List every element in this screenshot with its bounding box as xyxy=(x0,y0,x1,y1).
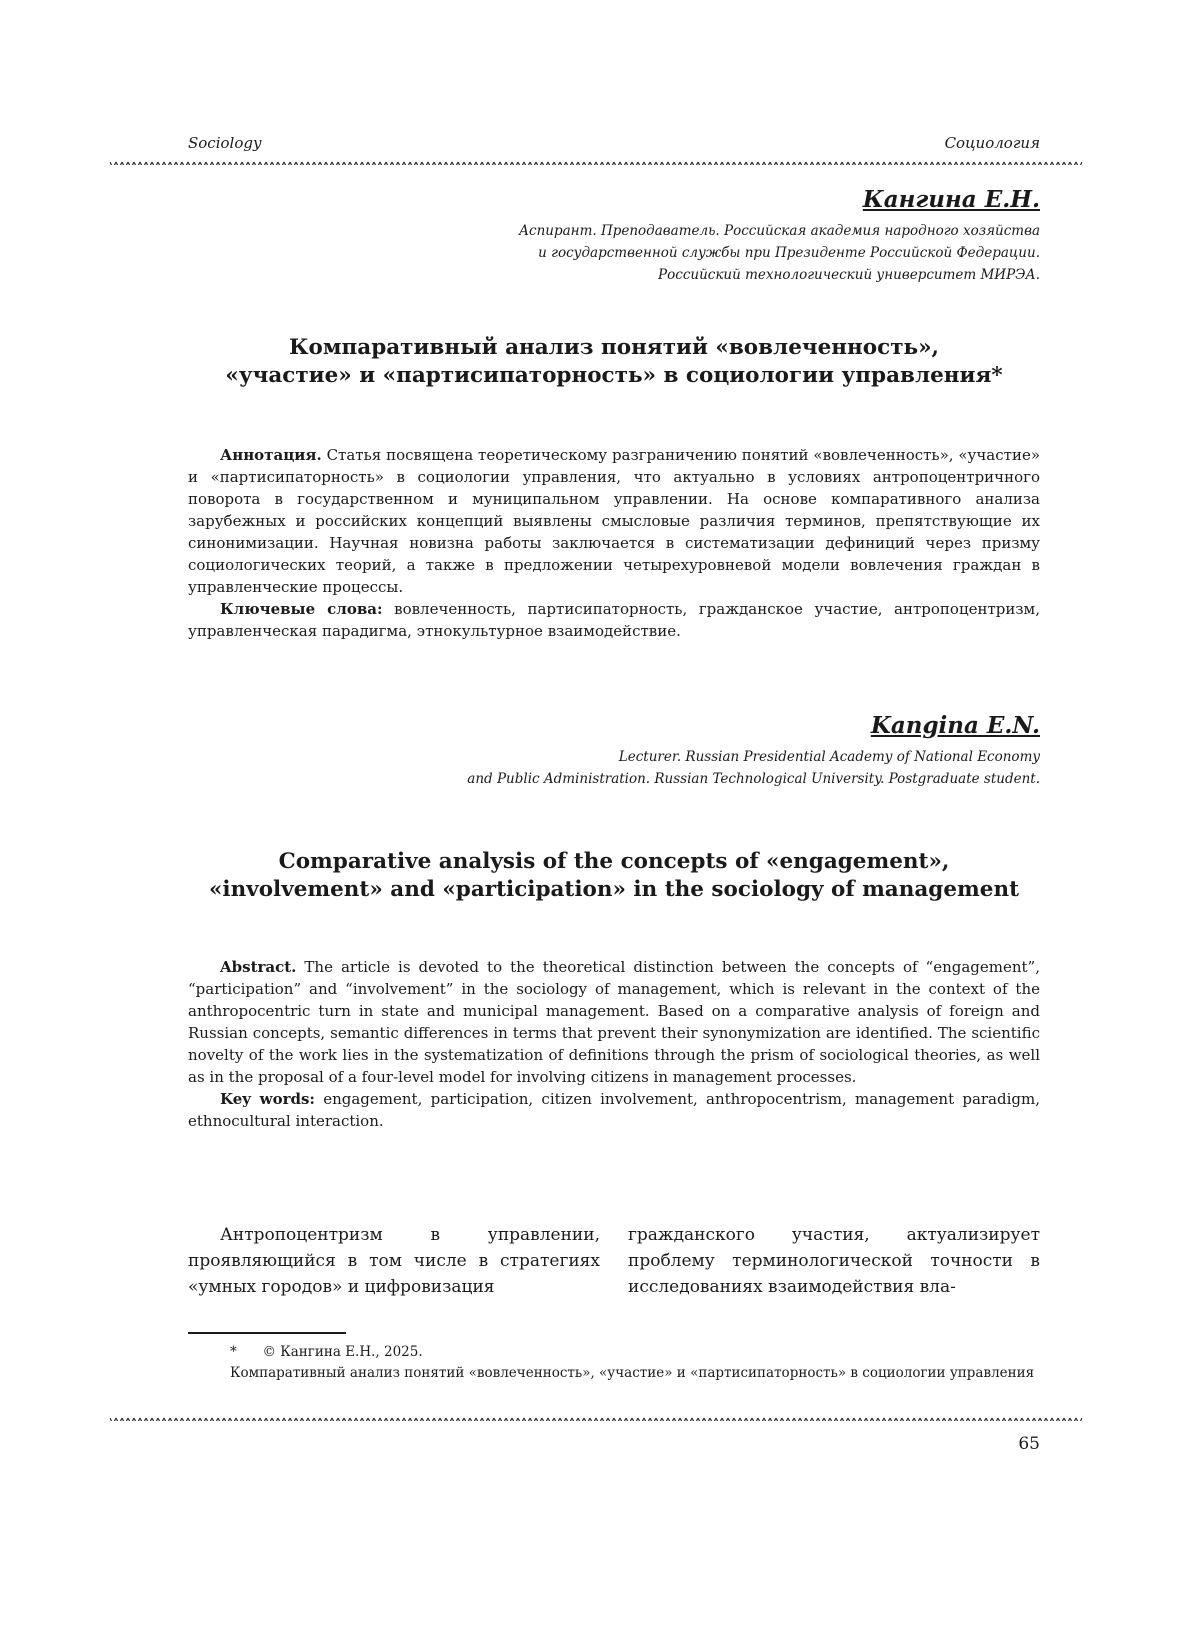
keywords-label: Ключевые слова: xyxy=(220,600,383,618)
running-header-right: Социология xyxy=(944,134,1040,152)
keywords-label: Key words: xyxy=(220,1090,315,1108)
affiliation-line: Lecturer. Russian Presidential Academy of National Economy xyxy=(618,749,1040,765)
keywords-text: engagement, participation, citizen involvement, anthropocentrism, management paradigm, ethnocultural interaction. xyxy=(188,1090,1040,1130)
body-column-right xyxy=(628,1222,1040,1300)
page-number: 65 xyxy=(1018,1434,1040,1454)
title-line: Comparative analysis of the concepts of «engagement», xyxy=(278,849,950,874)
title-en xyxy=(188,848,1040,904)
body-column-left xyxy=(188,1222,600,1300)
affiliation-line: и государственной службы при Президенте Российской Федерации. xyxy=(538,245,1040,261)
title-line: Компаративный анализ понятий «вовлеченность», xyxy=(288,335,940,360)
abstract-ru xyxy=(188,444,1040,642)
abstract-text: The article is devoted to the theoretical distinction between the concepts of “engagement”, “participation” and “involvement” in the sociology of management, which is relevant in the context of the anthropocentric turn in state and municipal management. Based on a comparative analysis of foreign and Russian concepts, semantic differences in terms that prevent their synonymization are identified. The scientific novelty of the work lies in the systematization of definitions through the prism of sociological theories, as well as in the proposal of a four-level model for involving citizens in management processes. xyxy=(188,958,1040,1086)
footnote-copyright: * © Кангина Е.Н., 2025. xyxy=(230,1344,423,1360)
abstract-label: Abstract. xyxy=(220,958,297,976)
body-paragraph: гражданского участия, актуализирует проблему терминологической точности в исследованиях взаимодействия вла- xyxy=(628,1225,1040,1297)
abstract-text: Статья посвящена теоретическому разграничению понятий «вовлеченность», «участие» и «партисипаторность» в социологии управления, что актуально в условиях антропоцентричного поворота в государственном и муниципальном управлении. На основе компаративного анализа зарубежных и российских концепций выявлены смысловые различия терминов, препятствующие их синонимизации. Научная новизна работы заключается в систематизации дефиниций через призму социологических теорий, а также в предложении четырехуровневой модели вовлечения граждан в управленческие процессы. xyxy=(188,446,1040,596)
body-paragraph: Антропоцентризм в управлении, проявляющийся в том числе в стратегиях «умных городов» и цифровизация xyxy=(188,1225,600,1297)
author-en: Kangina E.N. xyxy=(870,712,1040,739)
keywords-text: вовлеченность, партисипаторность, гражданское участие, антропоцентризм, управленческая парадигма, этнокультурное взаимодействие. xyxy=(188,600,1040,640)
header-border xyxy=(110,155,1082,165)
title-line: «involvement» and «participation» in the sociology of management xyxy=(208,877,1020,902)
running-header-left: Sociology xyxy=(188,134,262,152)
author-ru: Кангина Е.Н. xyxy=(862,186,1040,213)
footnote-rule xyxy=(188,1332,346,1334)
affiliation-line: Российский технологический университет МИРЭА. xyxy=(658,267,1040,283)
abstract-en xyxy=(188,956,1040,1132)
abstract-label: Аннотация. xyxy=(220,446,322,464)
body-columns xyxy=(188,1222,1040,1300)
affiliation-ru xyxy=(519,220,1040,286)
footnote-title: Компаративный анализ понятий «вовлеченность», «участие» и «партисипаторность» в социологии управления xyxy=(230,1365,1035,1381)
footnote xyxy=(188,1342,1040,1384)
footer-border xyxy=(110,1411,1082,1421)
affiliation-line: Аспирант. Преподаватель. Российская академия народного хозяйства xyxy=(518,223,1040,239)
title-ru xyxy=(188,334,1040,390)
title-line: «участие» и «партисипаторность» в социологии управления* xyxy=(225,363,1003,388)
affiliation-en xyxy=(467,746,1040,790)
affiliation-line: and Public Administration. Russian Technological University. Postgraduate student. xyxy=(467,771,1040,787)
